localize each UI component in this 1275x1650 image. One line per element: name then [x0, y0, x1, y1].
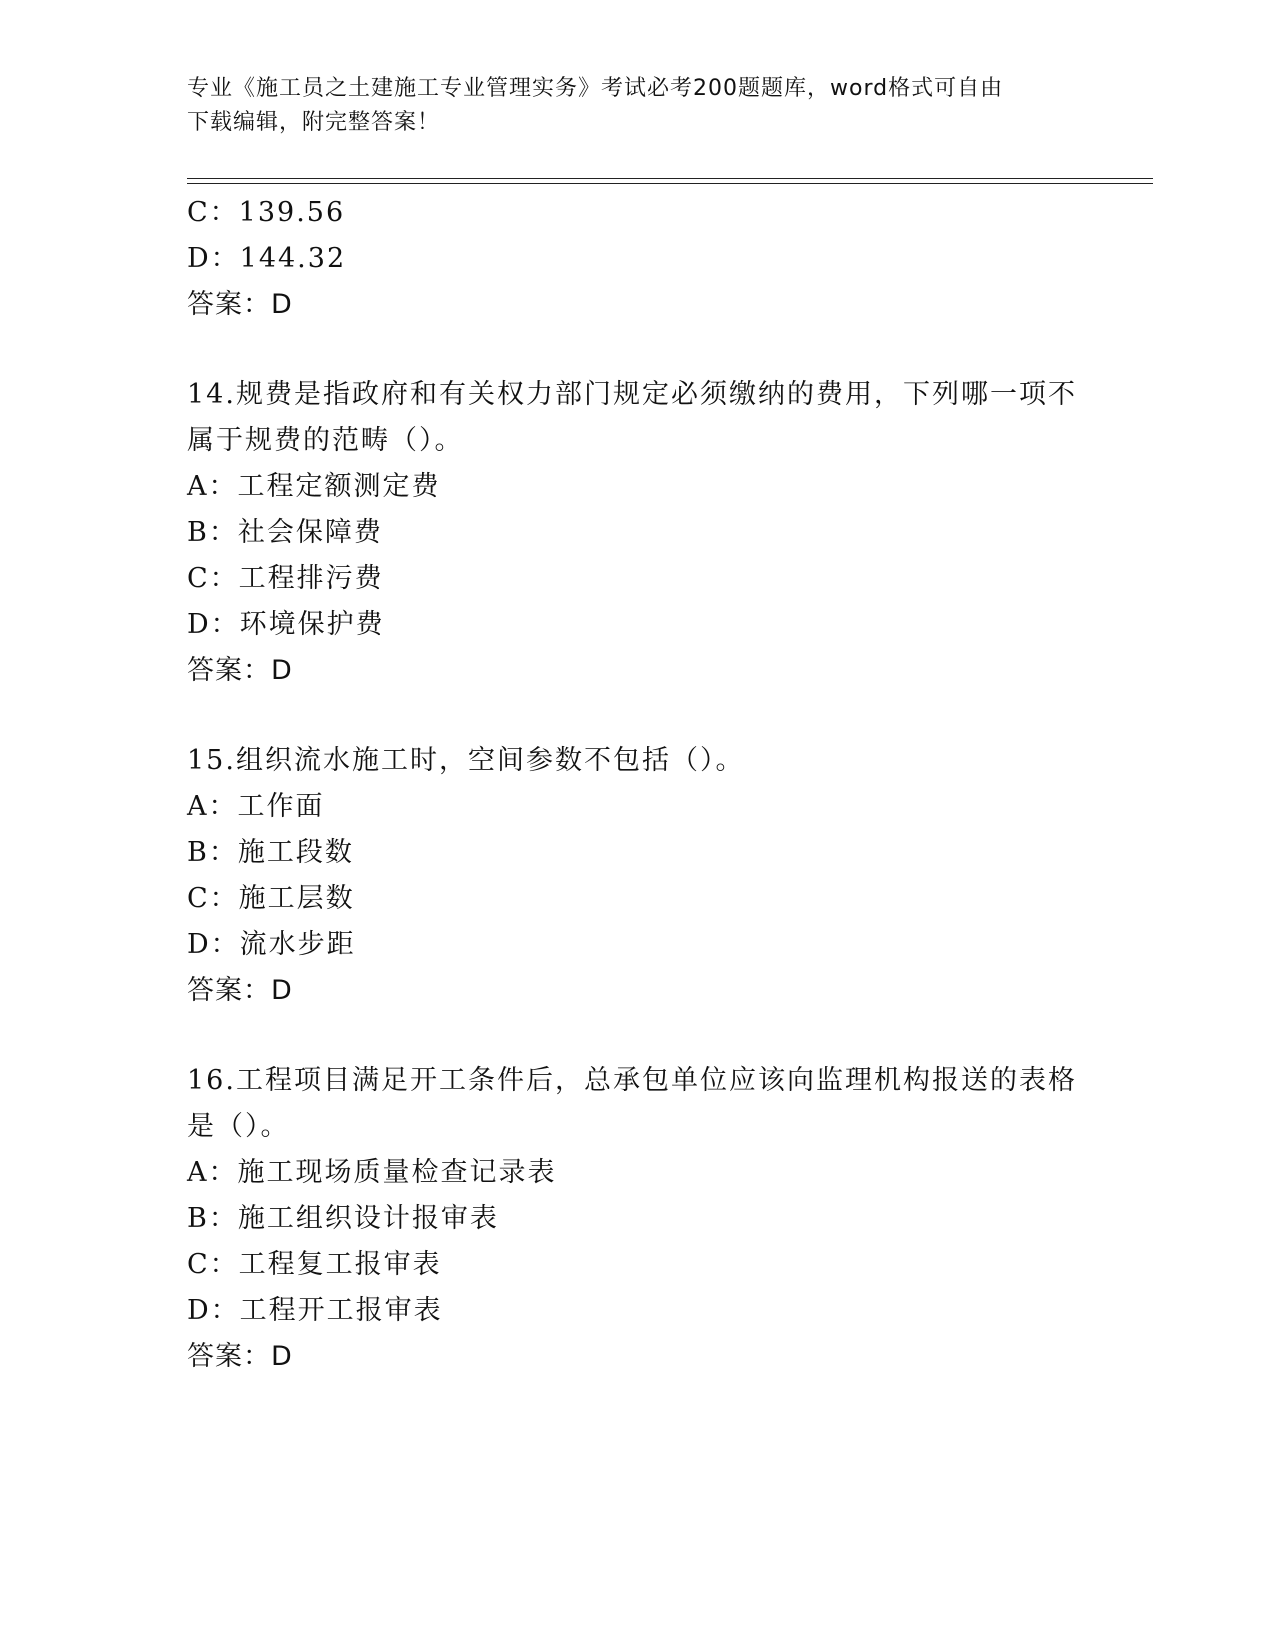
question-14: [187, 372, 1087, 694]
option-a: A：工程定额测定费: [187, 471, 441, 502]
option-c: C：139.56: [187, 197, 346, 228]
option-c: C：工程排污费: [187, 563, 384, 594]
option-c: C：施工层数: [187, 883, 355, 914]
answer-line: 答案：D: [187, 655, 293, 686]
question-content: [187, 190, 1087, 1380]
header-rule-bottom: [187, 183, 1153, 184]
question-15: [187, 738, 1087, 1014]
question-16: [187, 1058, 1087, 1380]
option-b: B：社会保障费: [187, 517, 383, 548]
document-header: [187, 72, 1067, 140]
option-d: D：144.32: [187, 243, 347, 274]
question-stem: 14.规费是指政府和有关权力部门规定必须缴纳的费用，下列哪一项不: [187, 379, 1077, 410]
question-stem: 16.工程项目满足开工条件后，总承包单位应该向监理机构报送的表格: [187, 1065, 1077, 1096]
question-stem: 15.组织流水施工时，空间参数不包括（）。: [187, 745, 745, 776]
header-line-1: 专业《施工员之土建施工专业管理实务》考试必考200题题库，word格式可自由: [187, 76, 1004, 101]
answer-line: 答案：D: [187, 975, 293, 1006]
answer-line: 答案：D: [187, 1341, 293, 1372]
option-a: A：工作面: [187, 791, 325, 822]
question-stem: 属于规费的范畴（）。: [187, 425, 464, 456]
option-b: B：施工组织设计报审表: [187, 1203, 499, 1234]
header-line-2: 下载编辑，附完整答案！: [187, 110, 441, 135]
option-b: B：施工段数: [187, 837, 354, 868]
option-d: D：工程开工报审表: [187, 1295, 443, 1326]
option-a: A：施工现场质量检查记录表: [187, 1157, 557, 1188]
option-c: C：工程复工报审表: [187, 1249, 442, 1280]
previous-question-tail: [187, 190, 1087, 328]
option-d: D：流水步距: [187, 929, 356, 960]
header-rule-top: [187, 178, 1153, 179]
option-d: D：环境保护费: [187, 609, 385, 640]
answer-line: 答案：D: [187, 289, 293, 320]
question-stem: 是（）。: [187, 1111, 290, 1142]
